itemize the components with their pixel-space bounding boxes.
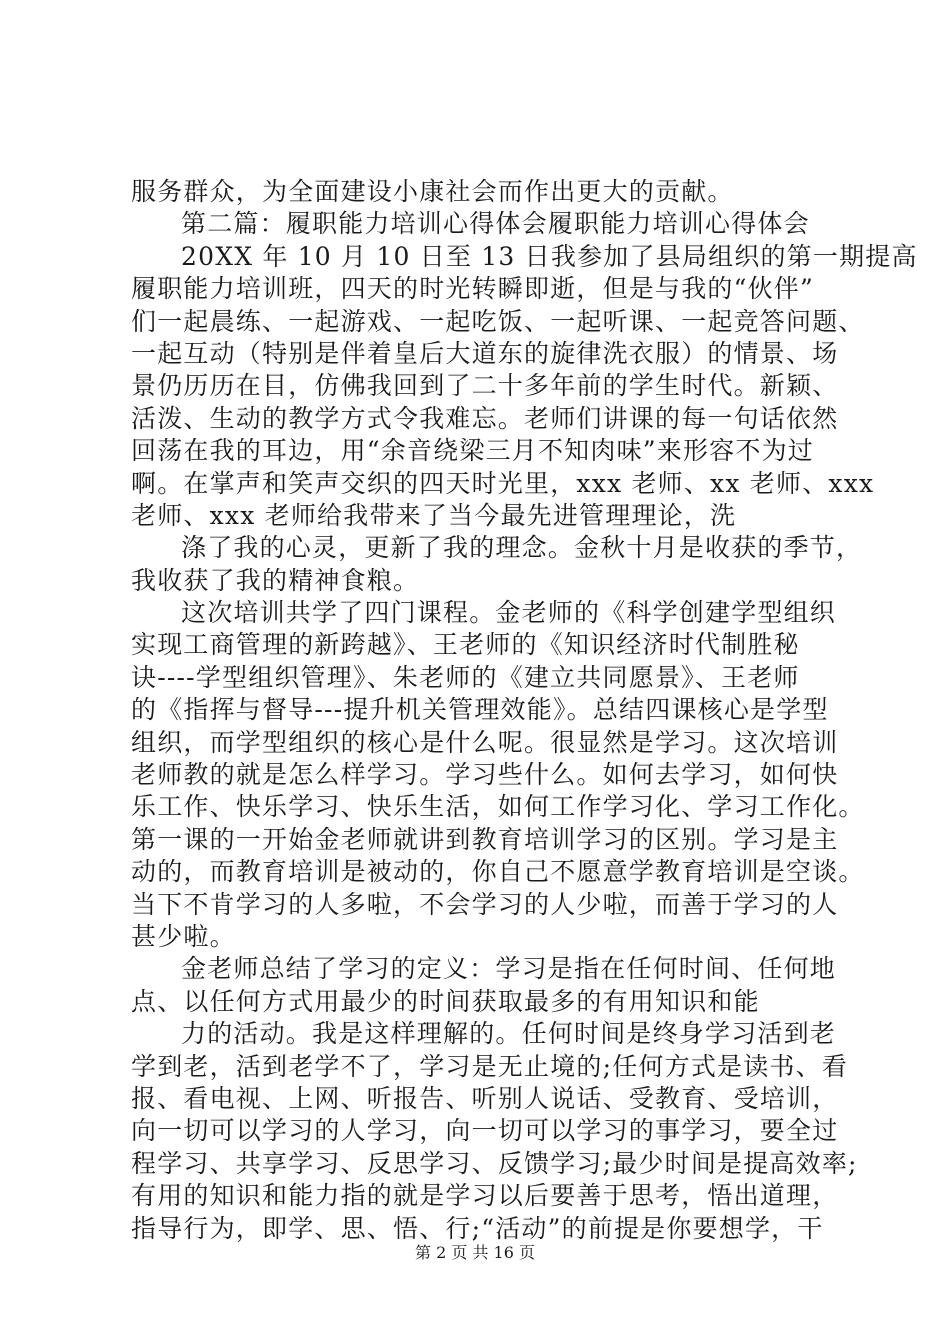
text-line: 服务群众，为全面建设小康社会而作出更大的贡献。 [131, 177, 734, 206]
text-line: 老师教的就是怎么样学习。学习些什么。如何去学习，如何快 [131, 760, 839, 790]
text-line: 回荡在我的耳边，用“余音绕梁三月不知肉味”来形容不为过 [131, 436, 814, 466]
text-line: 涤了我的心灵，更新了我的理念。金秋十月是收获的季节， [181, 533, 863, 563]
text-line: 乐工作、快乐学习、快乐生活，如何工作学习化、学习工作化。 [131, 792, 865, 822]
text-line: 第一课的一开始金老师就讲到教育培训学习的区别。学习是主 [131, 824, 839, 854]
text-line: 我收获了我的精神食粮。 [131, 565, 420, 595]
text-line: 活泼、生动的教学方式令我难忘。老师们讲课的每一句话依然 [131, 403, 839, 433]
text-line: 一起互动（特别是伴着皇后大道东的旋律洗衣服）的情景、场 [131, 338, 839, 368]
text-line: 20XX 年 10 月 10 日至 13 日我参加了县局组织的第一期提高 [181, 241, 918, 271]
text-line: 景仍历历在目，仿佛我回到了二十多年前的学生时代。新颖、 [131, 371, 839, 401]
text-line: 实现工商管理的新跨越》、王老师的《知识经济时代制胜秘 [131, 630, 800, 660]
page-footer: 第 2 页 共 16 页 [415, 1243, 535, 1262]
text-line: 当下不肯学习的人多啦，不会学习的人少啦，而善于学习的人 [131, 889, 839, 919]
text-line: 老师、xxx 老师给我带来了当今最先进管理理论，洗 [131, 500, 737, 530]
text-line: 点、以任何方式用最少的时间获取最多的有用知识和能 [131, 986, 760, 1016]
text-line: 的《指挥与督导---提升机关管理效能》。总结四课核心是学型 [131, 695, 829, 725]
text-line: 学到老，活到老学不了，学习是无止境的;任何方式是读书、看 [131, 1051, 849, 1081]
text-line: 金老师总结了学习的定义：学习是指在任何时间、任何地 [181, 954, 837, 984]
text-line: 动的，而教育培训是被动的，你自己不愿意学教育培训是空谈。 [131, 857, 865, 887]
text-line: 甚少啦。 [131, 921, 236, 951]
text-line: 有用的知识和能力指的就是学习以后要善于思考，悟出道理， [131, 1181, 839, 1211]
text-line: 诀----学型组织管理》、朱老师的《建立共同愿景》、王老师 [131, 662, 800, 692]
text-line: 们一起晨练、一起游戏、一起吃饭、一起听课、一起竞答问题、 [131, 306, 865, 336]
text-line: 向一切可以学习的人学习，向一切可以学习的事学习，要全过 [131, 1116, 839, 1146]
text-line: 组织，而学型组织的核心是什么呢。很显然是学习。这次培训 [131, 727, 839, 757]
text-line: 指导行为，即学、思、悟、行;“活动”的前提是你要想学，干 [131, 1213, 824, 1243]
text-line: 履职能力培训班，四天的时光转瞬即逝，但是与我的“伙伴” [131, 274, 814, 304]
text-line: 报、看电视、上网、听报告、听别人说话、受教育、受培训， [131, 1083, 839, 1113]
text-line: 啊。在掌声和笑声交织的四天时光里，xxx 老师、xx 老师、xxx [131, 468, 875, 498]
body-text [131, 176, 918, 1245]
text-line: 力的活动。我是这样理解的。任何时间是终身学习活到老 [181, 1019, 837, 1049]
text-line: 这次培训共学了四门课程。金老师的《科学创建学型组织 [181, 598, 837, 628]
section-heading: 第二篇：履职能力培训心得体会履职能力培训心得体会 [181, 209, 810, 239]
text-line: 程学习、共享学习、反思学习、反馈学习;最少时间是提高效率; [131, 1148, 858, 1178]
